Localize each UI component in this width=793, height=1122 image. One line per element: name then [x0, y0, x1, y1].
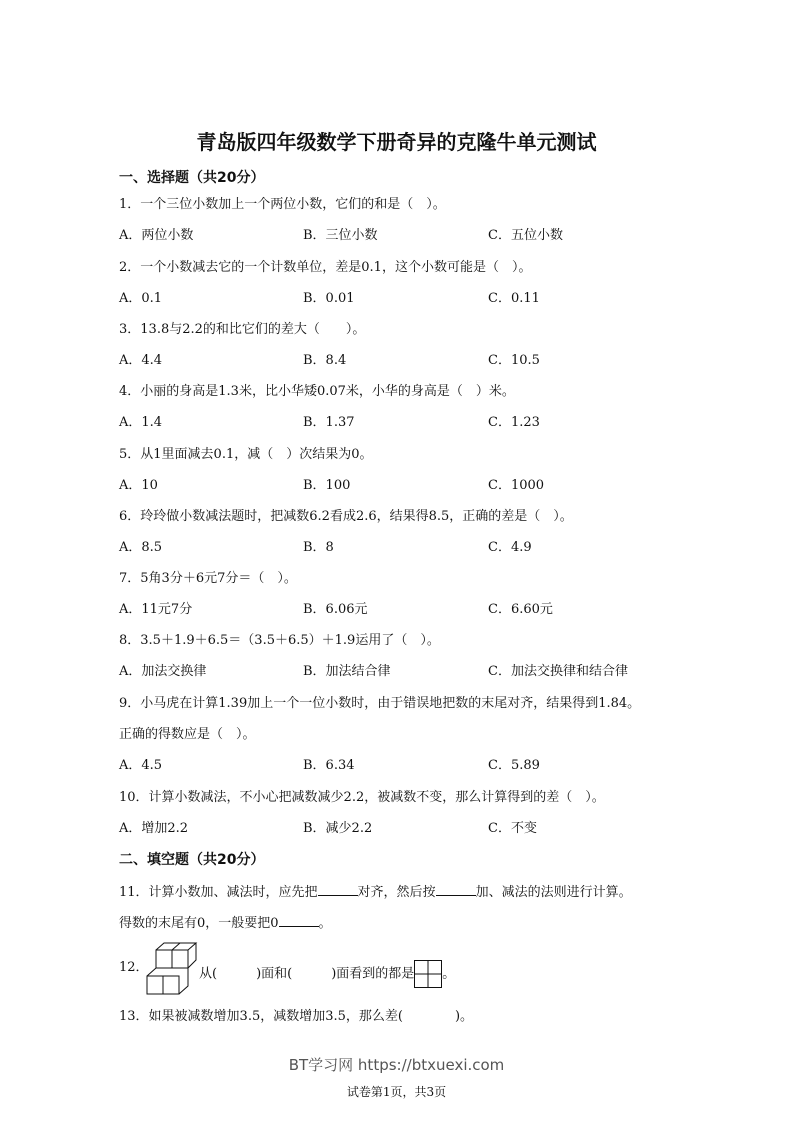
- question-11-line2: [119, 914, 332, 932]
- option-b: B．8: [303, 540, 334, 555]
- question-6: 6．玲玲做小数减法题时，把减数6.2看成2.6，结果得8.5，正确的差是（ ）。: [119, 509, 573, 524]
- option-b: B．加法结合律: [303, 664, 391, 679]
- question-1: 1．一个三位小数加上一个两位小数，它们的和是（ ）。: [119, 197, 446, 212]
- text: 对齐，然后按: [357, 885, 436, 900]
- question-8: 8．3.5＋1.9＋6.5＝（3.5＋6.5）＋1.9运用了（ ）。: [119, 633, 440, 648]
- option-b: B．8.4: [303, 353, 347, 368]
- cube-stack-figure: [146, 942, 198, 996]
- option-a: A．0.1: [119, 291, 163, 306]
- text: 得数的末尾有0，一般要把0: [119, 916, 279, 931]
- option-a: A．10: [119, 478, 158, 493]
- question-13: 13．如果被减数增加3.5，减数增加3.5，那么差( )。: [119, 1009, 474, 1024]
- question-3: 3．13.8与2.2的和比它们的差大（ ）。: [119, 322, 366, 337]
- question-2: 2．一个小数减去它的一个计数单位，差是0.1，这个小数可能是（ ）。: [119, 260, 532, 275]
- option-c: C．不变: [488, 821, 537, 836]
- option-c: C．4.9: [488, 540, 532, 555]
- blank: [279, 914, 319, 927]
- text: 。: [442, 966, 456, 982]
- section-heading-fill: 二、填空题（共20分）: [119, 852, 265, 868]
- question-4: 4．小丽的身高是1.3米，比小华矮0.07米，小华的身高是（ ）米。: [119, 384, 515, 399]
- text: 加、减法的法则进行计算。: [475, 885, 632, 900]
- option-c: C．6.60元: [488, 602, 553, 617]
- page-title: 青岛版四年级数学下册奇异的克隆牛单元测试: [196, 130, 597, 154]
- text: 。: [318, 916, 332, 931]
- question-12-text: [199, 960, 455, 988]
- option-a: A．两位小数: [119, 228, 194, 243]
- text: 11．计算小数加、减法时，应先把: [119, 885, 318, 900]
- option-a: A．8.5: [119, 540, 163, 555]
- question-7: 7．5角3分＋6元7分＝（ ）。: [119, 571, 297, 586]
- option-a: A．4.4: [119, 353, 163, 368]
- question-9-line2: 正确的得数应是（ ）。: [119, 727, 256, 742]
- view-grid-figure: [414, 960, 442, 988]
- blank: [436, 883, 476, 896]
- question-12-num: 12．: [119, 960, 149, 975]
- option-c: C．0.11: [488, 291, 540, 306]
- option-a: A．11元7分: [119, 602, 193, 617]
- option-a: A．加法交换律: [119, 664, 207, 679]
- option-a: A．增加2.2: [119, 821, 189, 836]
- question-10: 10．计算小数减法，不小心把减数减少2.2，被减数不变，那么计算得到的差（ ）。: [119, 790, 605, 805]
- page-footer: 试卷第1页，共3页: [346, 1085, 447, 1099]
- section-heading-choice: 一、选择题（共20分）: [119, 170, 265, 186]
- option-b: B．100: [303, 478, 351, 493]
- text: 从( )面和( )面看到的都是: [199, 966, 415, 982]
- option-c: C．5.89: [488, 758, 540, 773]
- option-c: C．10.5: [488, 353, 540, 368]
- option-a: A．1.4: [119, 415, 163, 430]
- option-c: C．1000: [488, 478, 545, 493]
- option-c: C．加法交换律和结合律: [488, 664, 628, 679]
- option-c: C．五位小数: [488, 228, 563, 243]
- watermark: BT学习网 https://btxuexi.com: [288, 1056, 505, 1074]
- option-b: B．6.06元: [303, 602, 368, 617]
- option-b: B．减少2.2: [303, 821, 373, 836]
- question-11-line1: [119, 883, 632, 901]
- option-b: B．0.01: [303, 291, 355, 306]
- option-b: B．三位小数: [303, 228, 378, 243]
- option-b: B．6.34: [303, 758, 355, 773]
- option-c: C．1.23: [488, 415, 540, 430]
- question-5: 5．从1里面减去0.1，减（ ）次结果为0。: [119, 447, 373, 462]
- question-9: 9．小马虎在计算1.39加上一个一位小数时，由于错误地把数的末尾对齐，结果得到1.84。: [119, 696, 641, 711]
- blank: [318, 883, 358, 896]
- option-b: B．1.37: [303, 415, 355, 430]
- option-a: A．4.5: [119, 758, 163, 773]
